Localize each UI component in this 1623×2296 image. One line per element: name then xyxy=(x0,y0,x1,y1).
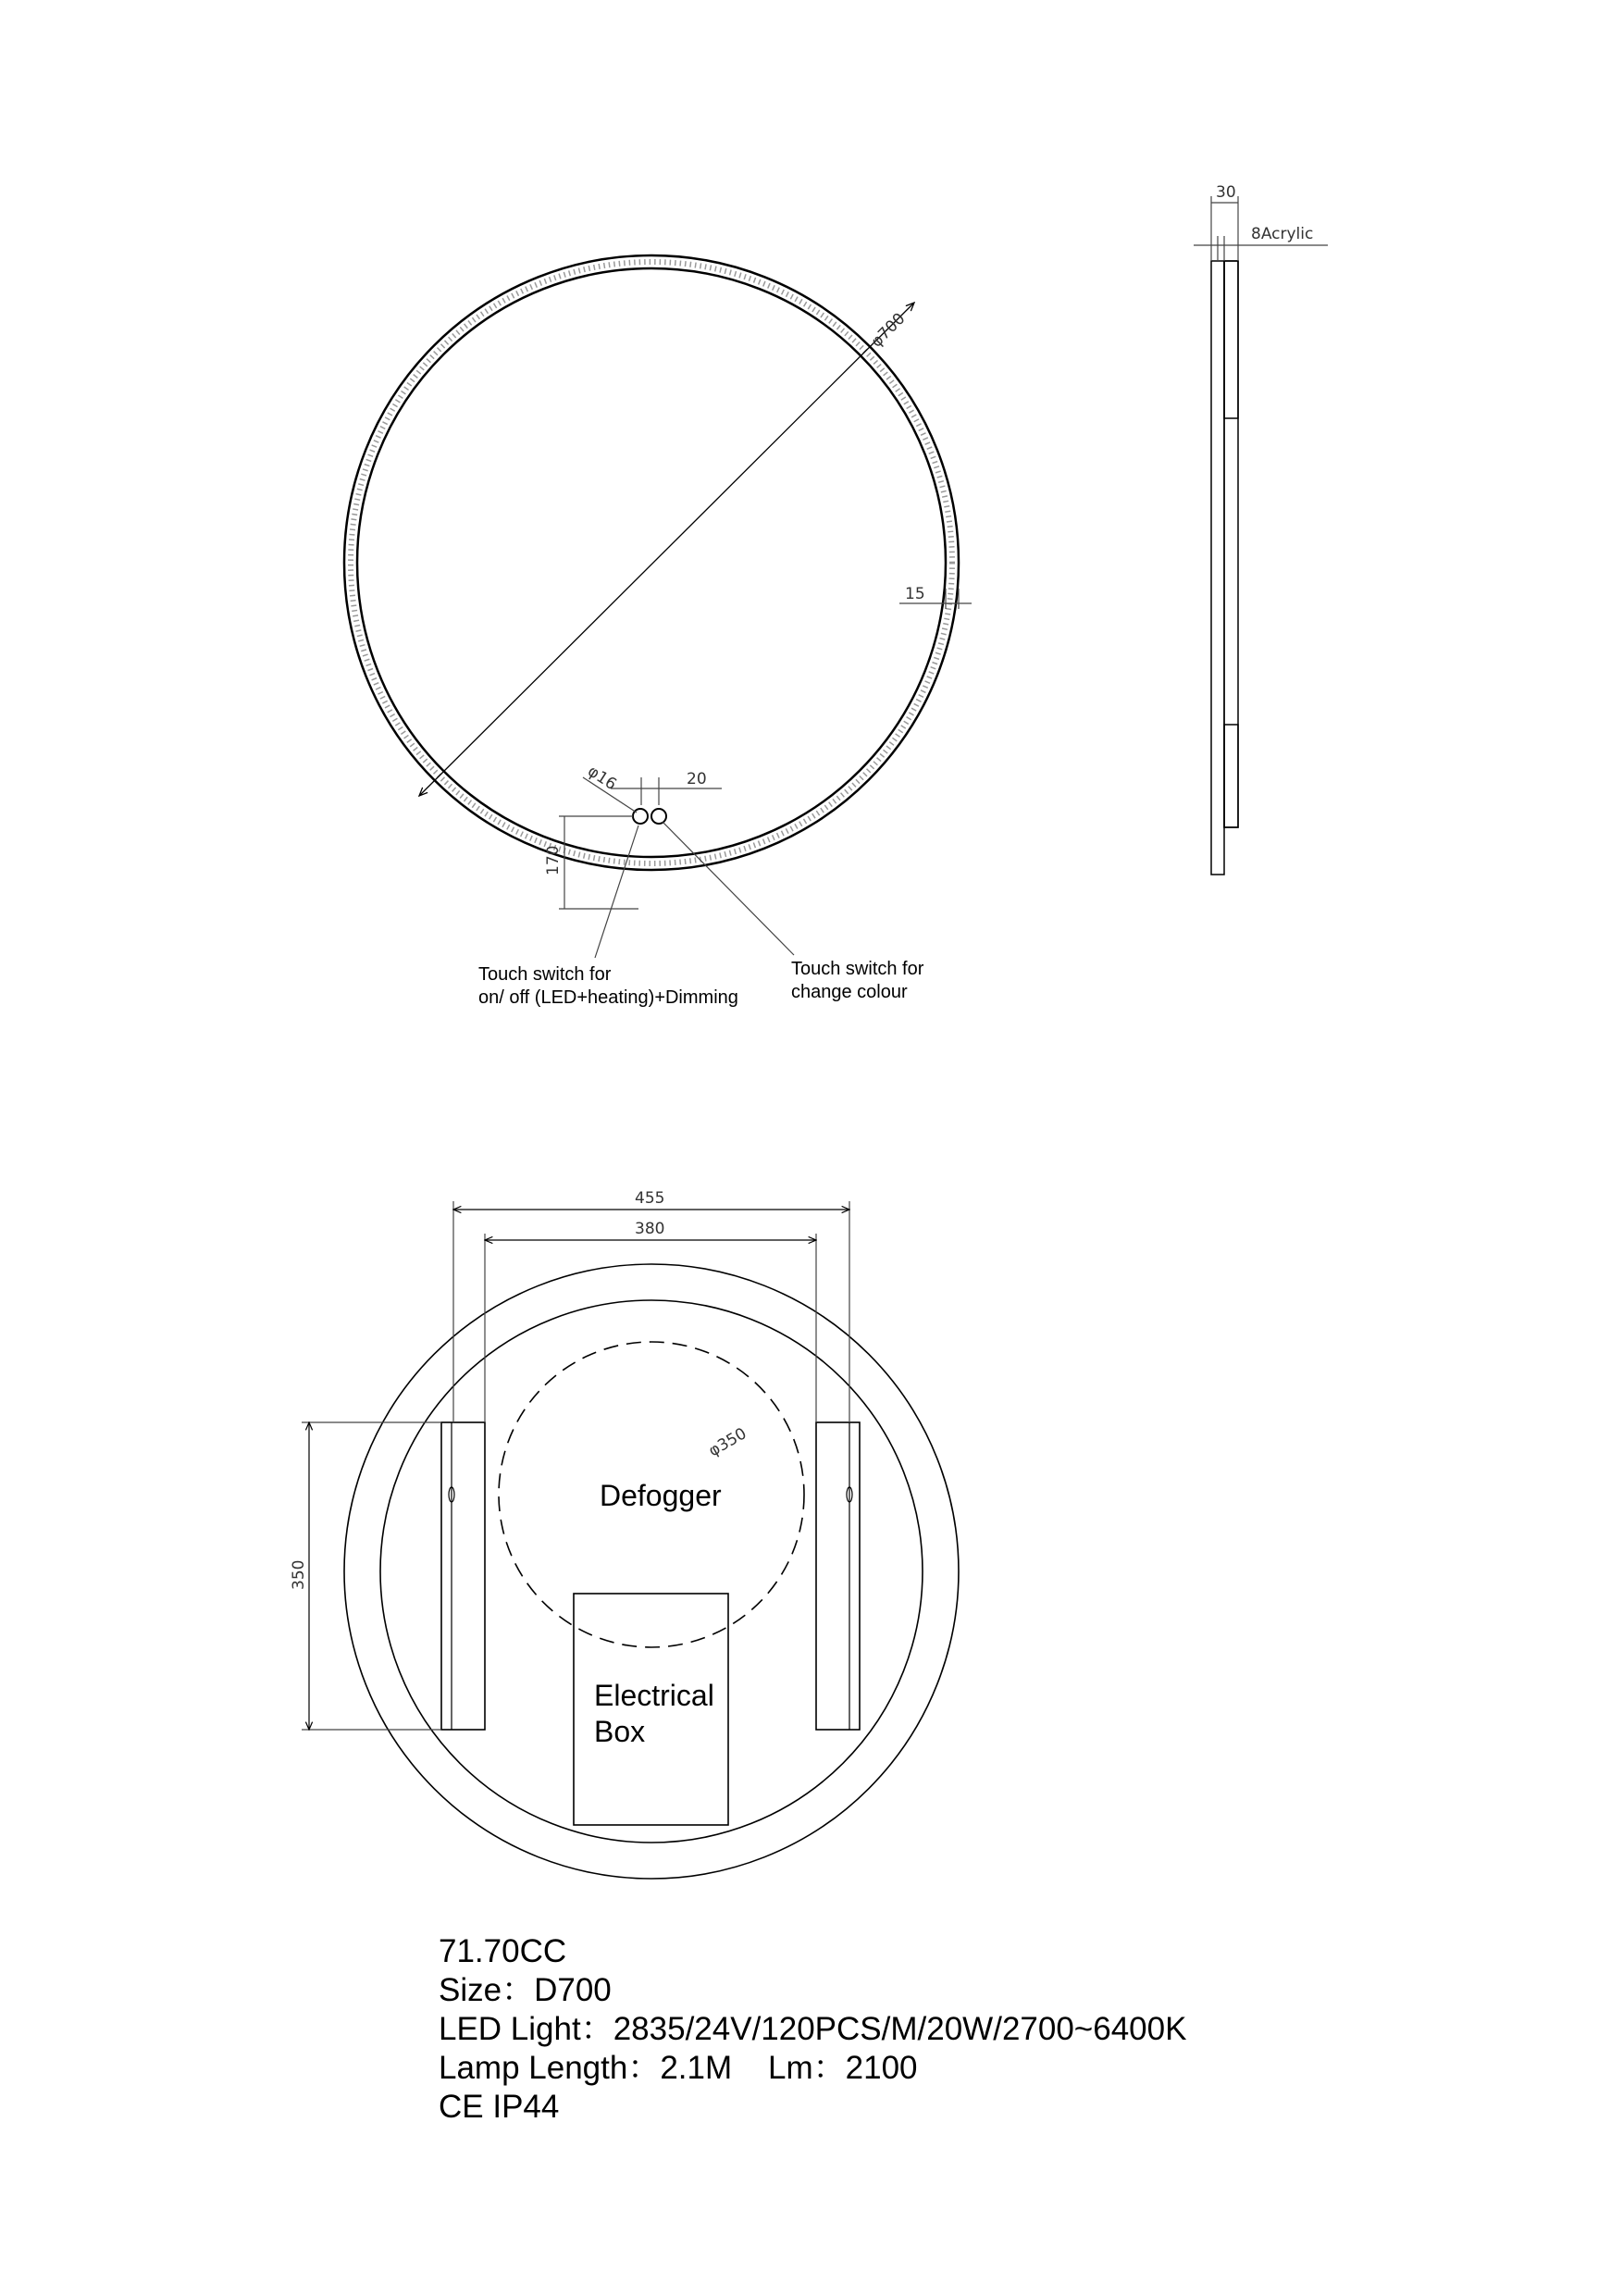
right-bracket xyxy=(816,1422,860,1730)
electrical-box-label-2: Box xyxy=(594,1715,646,1748)
mirror-frost-band xyxy=(351,262,952,863)
back-outer-circle xyxy=(344,1264,959,1879)
specification-block xyxy=(439,1932,1186,2127)
defogger-diameter-label: φ350 xyxy=(705,1424,750,1461)
diameter-dimension-line xyxy=(419,303,914,796)
width-outer-label: 455 xyxy=(635,1189,665,1208)
width-inner-label: 380 xyxy=(635,1220,665,1238)
diameter-label: φ700 xyxy=(867,309,910,352)
side-mount-upper xyxy=(1224,261,1238,418)
colour-switch-leader xyxy=(663,822,794,955)
defogger-label: Defogger xyxy=(600,1479,722,1512)
switch-height-label: 170 xyxy=(544,845,563,875)
side-mount-lower xyxy=(1224,725,1238,827)
side-view xyxy=(1194,183,1328,875)
acrylic-label: 8Acrylic xyxy=(1251,225,1314,243)
electrical-box-label: Electrical xyxy=(594,1679,714,1712)
side-profile-back xyxy=(1224,261,1238,827)
mirror-outer-rim xyxy=(344,255,959,870)
switch-diameter-label: φ16 xyxy=(584,762,620,795)
model-number: 71.70CC xyxy=(439,1933,567,1969)
rim-label: 15 xyxy=(905,585,925,603)
switch-spacing-label: 20 xyxy=(687,770,707,788)
colour-switch-label-2: change colour xyxy=(791,982,908,1002)
lamp-spec: Lamp Length：2.1M Lm：2100 xyxy=(439,2050,918,2086)
depth-label: 30 xyxy=(1216,183,1236,202)
front-view xyxy=(344,255,972,1008)
power-switch-label-2: on/ off (LED+heating)+Dimming xyxy=(478,987,738,1008)
left-bracket xyxy=(441,1422,485,1730)
colour-touch-switch xyxy=(651,809,666,824)
size-spec: Size：D700 xyxy=(439,1972,612,2008)
certification: CE IP44 xyxy=(439,2089,560,2125)
bracket-height-label: 350 xyxy=(290,1559,308,1590)
mirror-inner-rim xyxy=(357,268,946,857)
side-profile-front xyxy=(1211,261,1224,875)
led-spec: LED Light：2835/24V/120PCS/M/20W/2700~6400K xyxy=(439,2011,1187,2047)
colour-switch-label: Touch switch for xyxy=(791,959,924,979)
back-view xyxy=(290,1189,959,1879)
back-inner-circle xyxy=(380,1300,923,1843)
power-switch-label: Touch switch for xyxy=(478,964,612,985)
power-switch-leader xyxy=(595,825,638,958)
